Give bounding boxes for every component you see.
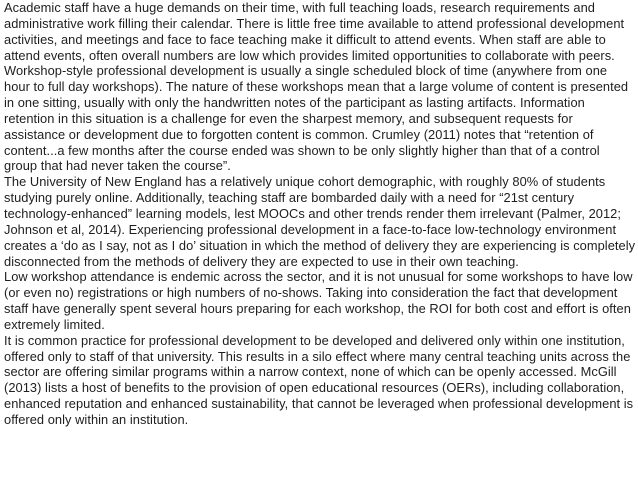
paragraph-workshop-style: Workshop-style professional development is usually a single scheduled block of time (anywhere from one hour to full day workshops). The nature of these workshops mean that a large volume of content is presented in one sitting, usually with only the handwritten notes of the participant as lasting artifacts. Information retention in this situation is a challenge for even the sharpest memory, and subsequent requests for assistance or development due to forgotten content is common. Crumley (2011) notes that “retention of content...a few months after the course ended was shown to be only slightly higher than that of a control group that had never taken the course”. <box>4 63 629 174</box>
paragraph-silo-effect: It is common practice for professional development to be developed and delivered only within one institution, offered only to staff of that university. This results in a silo effect where many central teaching units across the sector are offering similar programs within a narrow context, none of which can be openly accessed. McGill (2013) lists a host of benefits to the provision of open educational resources (OERs), including collaboration, enhanced reputation and enhanced sustainability, that cannot be leveraged when professional development is offered only within an institution. <box>4 332 634 427</box>
document-body <box>4 0 636 428</box>
paragraph-staff-demands: Academic staff have a huge demands on their time, with full teaching loads, research requirements and administrative work filling their calendar. There is little free time available to attend professional development activities, and meetings and face to face teaching make it difficult to attend events. When staff are able to attend events, often overall numbers are low which provides limited opportunities to collaborate with peers. <box>4 0 625 63</box>
paragraph-une-cohort: The University of New England has a relatively unique cohort demographic, with roughly 80% of students studying purely online. Additionally, teaching staff are bombarded daily with a need for “21st century technology-enhanced” learning models, lest MOOCs and other trends render them irrelevant (Palmer, 2012; Johnson et al, 2014). Experiencing professional development in a face-to-face low-technology environment creates a ‘do as I say, not as I do’ situation in which the method of delivery they are experiencing is completely disconnected from the methods of delivery they are expected to use in their own teaching. <box>4 174 636 269</box>
paragraph-low-attendance: Low workshop attendance is endemic across the sector, and it is not unusual for some workshops to have low (or even no) registrations or high numbers of no-shows. Taking into consideration the fact that development staff have generally spent several hours preparing for each workshop, the ROI for both cost and effort is often extremely limited. <box>4 269 633 332</box>
